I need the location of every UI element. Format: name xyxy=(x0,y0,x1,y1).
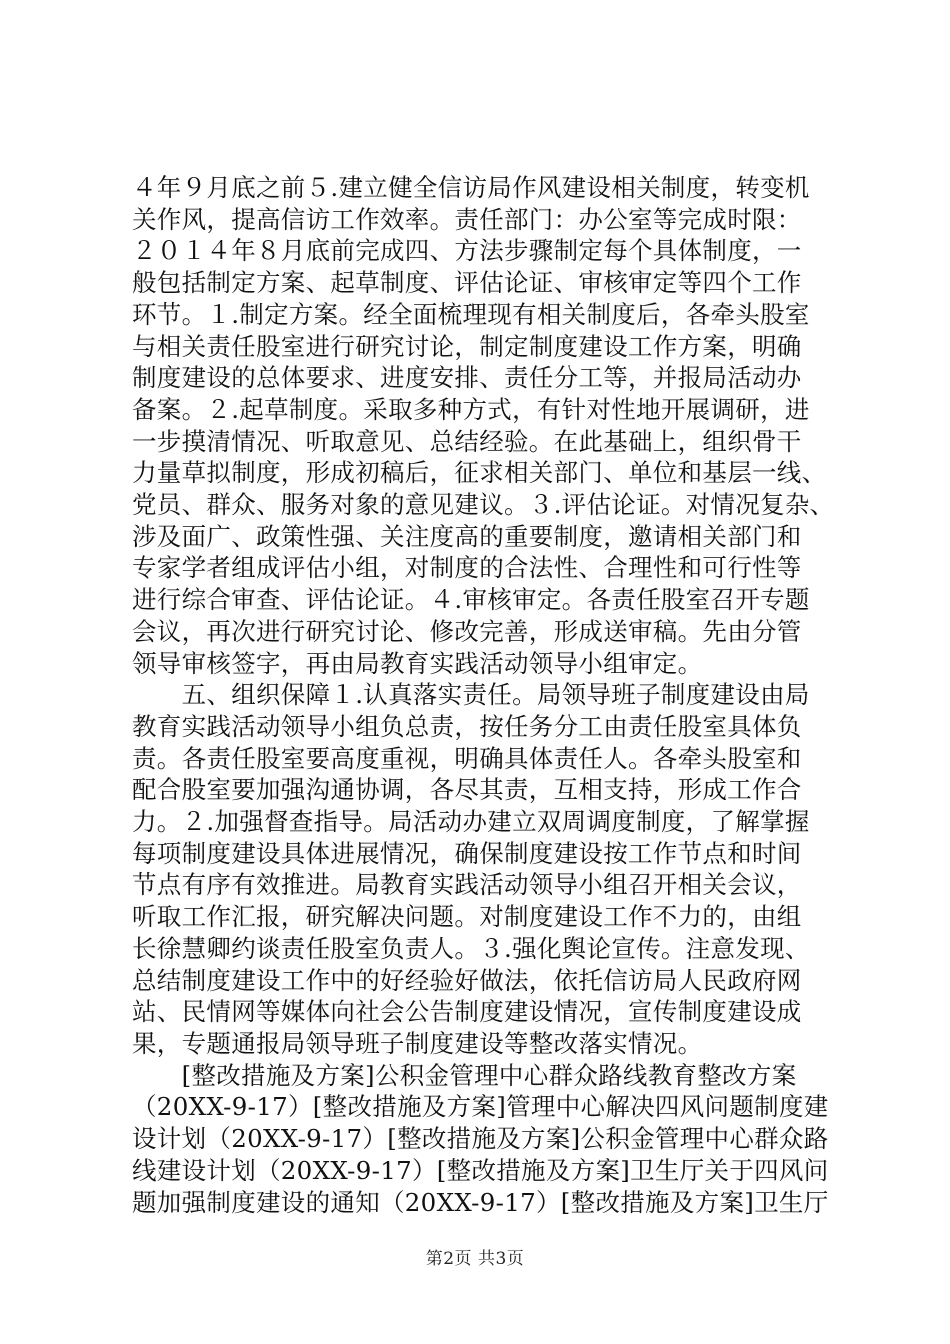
text-line: 专家学者组成评估小组，对制度的合法性、合理性和可行性等 xyxy=(132,553,802,583)
text-line: 党员、群众、服务对象的意见建议。３.评估论证。对情况复杂、 xyxy=(132,490,835,520)
text-line: 听取工作汇报，研究解决问题。对制度建设工作不力的，由组 xyxy=(132,902,802,932)
text-line: 力量草拟制度，形成初稿后，征求相关部门、单位和基层一线、 xyxy=(132,458,827,488)
text-line: 五、组织保障１.认真落实责任。局领导班子制度建设由局 xyxy=(132,680,810,710)
text-line: 长徐慧卿约谈责任股室负责人。３.强化舆论宣传。注意发现、 xyxy=(132,933,810,963)
text-line: 环节。１.制定方案。经全面梳理现有相关制度后，各牵头股室 xyxy=(132,299,810,329)
text-line: 力。２.加强督查指导。局活动办建立双周调度制度，了解掌握 xyxy=(132,807,810,837)
text-line: ４年９月底之前５.建立健全信访局作风建设相关制度，转变机 xyxy=(132,173,810,202)
text-line: 站、民情网等媒体向社会公告制度建设情况，宣传制度建设成 xyxy=(132,997,802,1027)
text-line: 教育实践活动领导小组负总责，按任务分工由责任股室具体负 xyxy=(132,711,802,741)
page-footer: 第2页 共3页 xyxy=(425,1249,525,1269)
text-line: ２０１４年８月底前完成四、方法步骤制定每个具体制度，一 xyxy=(132,236,802,266)
text-line: 线建设计划（20XX-9-17）[整改措施及方案]卫生厅关于四风问 xyxy=(132,1155,829,1185)
text-line: 一步摸清情况、听取意见、总结经验。在此基础上，组织骨干 xyxy=(132,426,802,456)
text-line: 涉及面广、政策性强、关注度高的重要制度，邀请相关部门和 xyxy=(132,521,802,551)
text-line: 进行综合审查、评估论证。４.审核审定。各责任股室召开专题 xyxy=(132,585,810,615)
text-line: 设计划（20XX-9-17）[整改措施及方案]公积金管理中心群众路 xyxy=(132,1124,829,1154)
text-line: （20XX-9-17）[整改措施及方案]管理中心解决四风问题制度建 xyxy=(132,1092,829,1122)
body-text xyxy=(132,172,835,1218)
text-line: 关作风，提高信访工作效率。责任部门：办公室等完成时限： xyxy=(132,204,802,234)
text-line: 果，专题通报局领导班子制度建设等整改落实情况。 xyxy=(132,1028,703,1058)
text-line: 责。各责任股室要高度重视，明确具体责任人。各牵头股室和 xyxy=(132,743,802,773)
text-line: 配合股室要加强沟通协调，各尽其责，互相支持，形成工作合 xyxy=(132,775,802,805)
text-line: 制度建设的总体要求、进度安排、责任分工等，并报局活动办 xyxy=(132,363,802,393)
text-line: 备案。２.起草制度。采取多种方式，有针对性地开展调研，进 xyxy=(132,394,810,424)
text-line: 总结制度建设工作中的好经验好做法，依托信访局人民政府网 xyxy=(132,965,802,995)
text-line: 领导审核签字，再由局教育实践活动领导小组审定。 xyxy=(132,648,703,678)
text-line: [整改措施及方案]公积金管理中心群众路线教育整改方案 xyxy=(132,1060,797,1090)
text-line: 般包括制定方案、起草制度、评估论证、审核审定等四个工作 xyxy=(132,268,802,298)
text-line: 题加强制度建设的通知（20XX-9-17）[整改措施及方案]卫生厅 xyxy=(132,1187,829,1217)
text-line: 节点有序有效推进。局教育实践活动领导小组召开相关会议， xyxy=(132,870,802,900)
text-line: 每项制度建设具体进展情况，确保制度建设按工作节点和时间 xyxy=(132,838,802,868)
text-line: 与相关责任股室进行研究讨论，制定制度建设工作方案，明确 xyxy=(132,331,802,361)
text-line: 会议，再次进行研究讨论、修改完善，形成送审稿。先由分管 xyxy=(132,616,802,646)
